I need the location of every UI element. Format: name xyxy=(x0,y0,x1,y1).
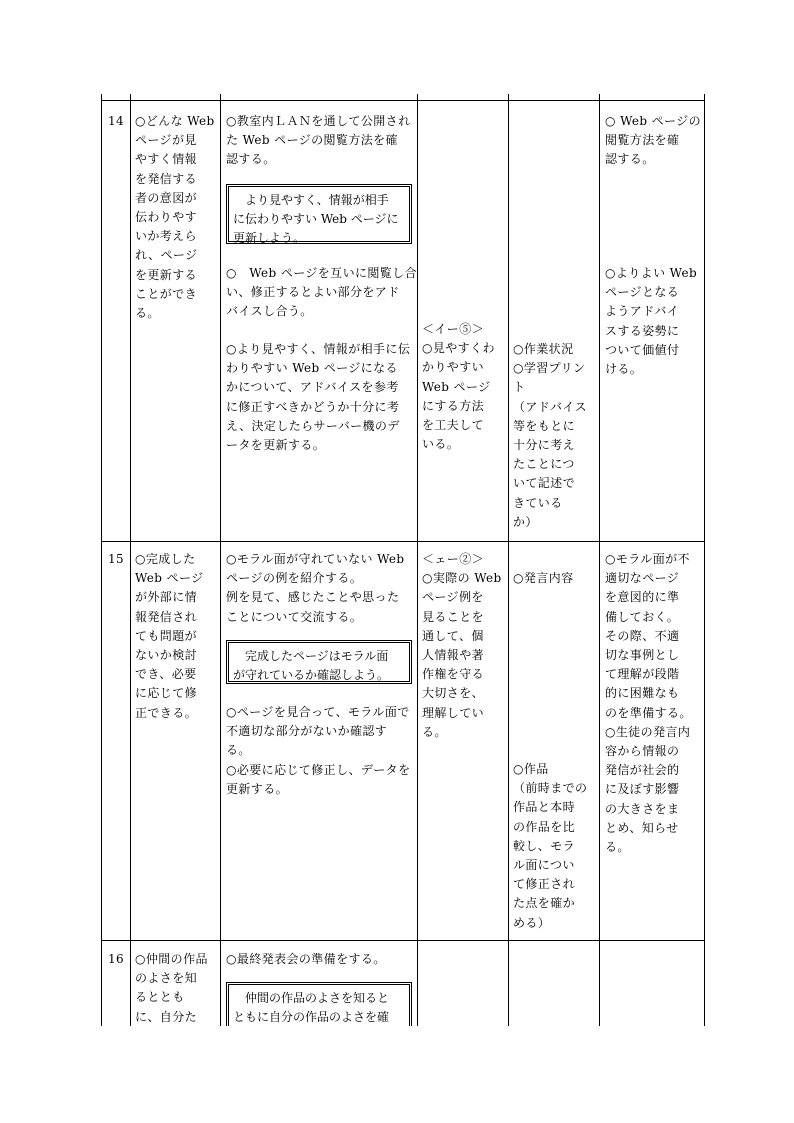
column-divider xyxy=(599,94,600,1026)
lesson-goal: ○どんな Web ページが見 やすく情報 を発信する 者の意図が 伝わりやす いか考えら れ、ページ を更新する ことができ る。 xyxy=(135,114,215,321)
evaluation-criteria: ＜イー⑤＞ ○見やすくわ かりやすい Web ページ にする方法 を工夫して いる。 xyxy=(422,322,495,452)
row-number: 16 xyxy=(108,952,125,966)
lesson-goal: ○完成した Web ページ が外部に情 報発信され ても問題が ないか検討 でき、必要 に応じて修 正できる。 xyxy=(135,552,204,720)
learning-activity: ○ Web ページを互いに閲覧し合 い、修正するとよい部分をアド バイスし合う。 xyxy=(226,266,417,319)
teacher-support: ○よりよい Web ページとなる ようアドバイ スする姿勢に ついて価値付 ける。 xyxy=(605,266,698,377)
evaluation-criteria: ＜ェー②＞ ○実際の Web ページ例を 見ることを 通して、個 人情報や著 作権を守る 大切さを、 理解してい る。 xyxy=(422,552,502,739)
row-number: 14 xyxy=(108,114,125,128)
learning-activity: ○ページを見合って、モラル面で 不適切な部分がないか確認す る。 ○必要に応じて修正し、データを 更新する。 xyxy=(226,705,411,796)
table-border xyxy=(704,94,705,1026)
page-bottom-margin xyxy=(0,1026,794,1123)
learning-activity: ○最終発表会の準備をする。 xyxy=(226,952,386,966)
task-box: より見やすく、情報が相手 に伝わりやすい Web ページに 更新しよう。 xyxy=(226,184,412,244)
learning-activity: ○より見やすく、情報が相手に伝 わりやすい Web ページになる かについて、アドバイスを参考 に修正すべきかどうか十分に考 え、決定したらサーバー機のデ ータを更新する。 xyxy=(226,342,411,453)
row-divider xyxy=(101,100,705,101)
row-divider xyxy=(101,541,705,542)
learning-activity: ○モラル面が守れていない Web ページの例を紹介する。 例を見て、感じたことや思った ことについて交流する。 xyxy=(226,552,405,624)
row-number: 15 xyxy=(108,552,125,566)
learning-activity: ○教室内ＬＡＮを通して公開され た Web ページの閲覧方法を確 認する。 xyxy=(226,114,411,167)
evaluation-method: ○作業状況 ○学習プリン ト （アドバイス 等をもとに 十分に考え たことにつ いて記述で きている か） xyxy=(513,342,588,529)
teacher-support: ○ Web ページの 閲覧方法を確 認する。 xyxy=(605,114,701,167)
column-divider xyxy=(417,94,418,1026)
column-divider xyxy=(220,94,221,1026)
task-box: 完成したページはモラル面 が守れているか確認しよう。 xyxy=(226,640,412,684)
table-border xyxy=(101,94,102,1026)
task-box: 仲間の作品のよさを知ると ともに自分の作品のよさを確 xyxy=(226,982,412,1042)
evaluation-method: ○作品 （前時までの 作品と本時 の作品を比 較し、モラ ル面につい て修正され た点を確か める） xyxy=(513,762,588,930)
evaluation-method: ○発言内容 xyxy=(513,571,574,585)
lesson-goal: ○仲間の作品 のよさを知 るととも に、自分た xyxy=(135,952,208,1024)
row-divider xyxy=(101,940,705,941)
column-divider xyxy=(508,94,509,1026)
column-divider xyxy=(130,94,131,1026)
teacher-support: ○モラル面が不 適切なページ を意図的に準 備しておく。 その際、不適 切な事例とし て理解が段階 的に困難なも のを準備する。 ○生徒の発言内 容から情報の 発信が社会的 に及ぼす影響 の大きさをま とめ、知らせ る。 xyxy=(605,552,692,855)
